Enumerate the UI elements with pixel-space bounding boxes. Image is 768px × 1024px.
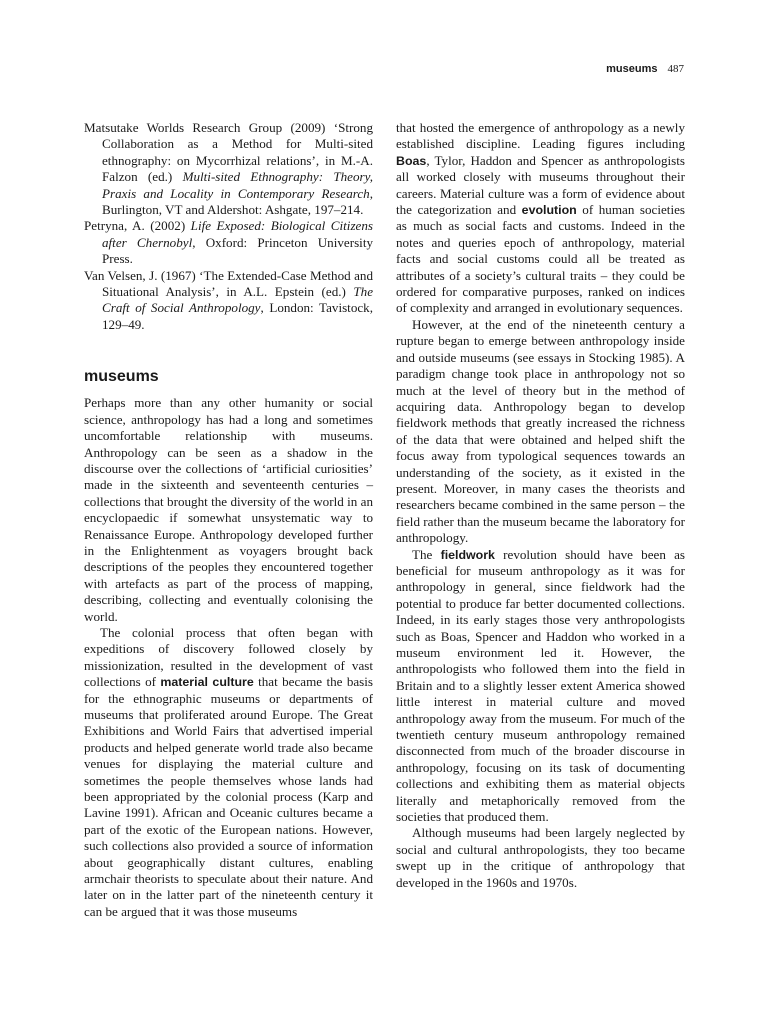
- cross-reference-evolution[interactable]: evolution: [521, 203, 577, 218]
- reference-text: Matsutake Worlds Research Group (2009) ‘Strong Collaboration as a Method for Multi-sited ethnography: on Mycorrhizal relations’, in M.-A. Falzon (ed.): [84, 120, 373, 185]
- reference-title: Multi-sited Ethnography: Theory, Praxis and Locality in Contemporary Research: [102, 169, 373, 201]
- reference-item: [84, 268, 373, 334]
- body-paragraph: Although museums had been largely neglected by social and cultural anthropologists, they too became swept up in the critique of anthropology that developed in the 1960s and 1970s.: [396, 825, 685, 890]
- reference-text: Petryna, A. (2002): [84, 218, 191, 234]
- cross-reference-fieldwork[interactable]: fieldwork: [440, 547, 495, 562]
- body-text: , Tylor, Haddon and Spencer as anthropologists all worked closely with museums throughout their careers. Material culture was a form of evidence about the categorization and: [396, 152, 685, 218]
- reference-text: , London: Tavistock, 129–49.: [102, 300, 373, 332]
- reference-item: [84, 120, 373, 218]
- cross-reference-boas[interactable]: Boas: [396, 153, 427, 168]
- body-paragraph: [396, 120, 685, 317]
- body-text: The colonial process that often began with expeditions of discovery followed closely by missionization, resulted in the development of vast collections of: [84, 624, 373, 690]
- left-column: [84, 120, 373, 920]
- running-head: [606, 63, 684, 75]
- cross-reference-material-culture[interactable]: material culture: [160, 675, 254, 690]
- reference-text: Van Velsen, J. (1967) ‘The Extended-Case Method and Situational Analysis’, in A.L. Epstein (ed.): [84, 267, 373, 300]
- page-number: 487: [667, 63, 684, 75]
- reference-text: , Oxford: Princeton University Press.: [102, 234, 374, 267]
- body-text: of human societies as much as social facts and customs. Indeed in the notes and queries epoch of anthropology, material facts and social customs could all be treated as attributes of a society’s cultural traits – they could be ordered for comparative purposes, ranked on indices of complexity and arranged in evolutionary sequences.: [396, 202, 685, 316]
- reference-item: [84, 218, 373, 267]
- body-paragraph: [84, 625, 373, 920]
- right-column: [396, 120, 685, 891]
- body-text: revolution should have been as beneficial for museum anthropology as it was for anthropology in general, since fieldwork had the potential to produce far better documented collections. Indeed, in its early stages those very anthropologists such as Boas, Spencer and Haddon who worked in a museum environment led it. However, the anthropologists who followed them into the field in Britain and to a slightly lesser extent America showed little interest in material culture and moved anthropology away from the museum. For much of the twentieth century museum anthropology remained disconnected from much of the broader discourse in anthropology, focusing on its task of documenting collections and exhibiting them as material objects literally and metaphorically removed from the societies that produced them.: [396, 546, 685, 825]
- running-head-title: museums: [606, 63, 658, 75]
- reference-text: , Burlington, VT and Aldershot: Ashgate, 197–214.: [102, 185, 373, 218]
- entry-title: museums: [84, 368, 159, 386]
- reference-title: Life Exposed: Biological Citizens after Chernobyl: [102, 218, 373, 250]
- body-paragraph: Perhaps more than any other humanity or social science, anthropology has had a long and sometimes uncomfortable relationship with museums. Anthropology can be seen as a shadow in the discourse over the collections of ‘artificial curiosities’ made in the sixteenth and seventeenth centuries – collections that brought the diversity of the world in an encyclopaedic if somewhat unsystematic way to Renaissance Europe. Anthropology developed further in the Enlightenment as voyagers brought back descriptions of the peoples they encountered together with artefacts as part of the process of mapping, describing, collecting and eventually colonising the world.: [84, 395, 373, 624]
- body-text: that became the basis for the ethnographic museums or departments of museums that proliferated around Europe. The Great Exhibitions and World Fairs that advertised imperial products and helped generate world trade also became venues for displaying the material culture and sometimes the people themselves whose lands had been appropriated by the colonial process (Karp and Lavine 1991). African and Oceanic cultures became a part of the exotic of the European nations. However, such collections also provided a source of information about geographically distant cultures, enabling armchair theorists to speculate about their nature. And later on in the latter part of the nineteenth century it can be argued that it was those museums: [84, 674, 374, 919]
- body-paragraph: [396, 547, 685, 826]
- body-paragraph: However, at the end of the nineteenth century a rupture began to emerge between anthropology inside and outside museums (see essays in Stocking 1985). A paradigm change took place in anthropology not so much at the level of theory but in the method of acquiring data. Anthropology began to develop fieldwork methods that greatly increased the richness of the data that were obtained and helped shift the focus away from typological sequences towards an understanding of the society, as it existed in the present. Moreover, in many cases the theorists and researchers became combined in the same person – the field rather than the museum became the laboratory for anthropology.: [396, 316, 685, 546]
- reference-list: [84, 120, 373, 333]
- body-text: The: [412, 546, 441, 562]
- reference-title: The Craft of Social Anthropology: [102, 284, 373, 316]
- body-text: that hosted the emergence of anthropology as a newly established discipline. Leading figures including: [396, 120, 685, 152]
